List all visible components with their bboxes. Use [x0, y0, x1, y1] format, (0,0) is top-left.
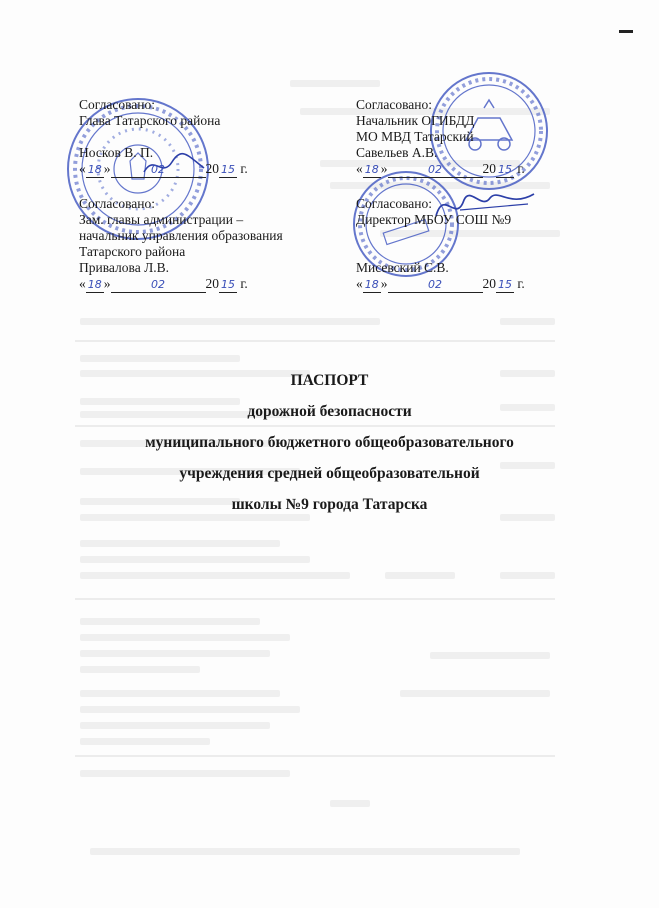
date-month: 02: [388, 278, 483, 293]
scan-mark: [619, 30, 633, 33]
approval-name: Мисевский С.В.: [356, 260, 449, 275]
date-year: 15: [221, 278, 235, 291]
date-day: 18: [364, 278, 379, 291]
approval-name: Носков В. П.: [79, 145, 154, 160]
approval-date: « 18 » 02 20 15 г.: [356, 276, 525, 291]
approval-position: Татарского района: [79, 244, 186, 259]
approval-position: Начальник ОГИБДД: [356, 113, 475, 128]
date-day: 18: [87, 163, 102, 176]
date-year: 15: [221, 163, 235, 176]
approval-date: « 18 » 02 20 15 г.: [79, 276, 248, 291]
approval-right-bottom: [356, 196, 525, 293]
approval-position: начальник управления образования: [79, 228, 283, 243]
approval-left-top: [79, 97, 248, 178]
document-title: ПАСПОРТ: [290, 372, 369, 389]
date-day: 18: [87, 278, 102, 291]
approval-heading: Согласовано:: [79, 97, 155, 112]
date-month: 02: [111, 163, 206, 178]
approval-position: Зам. главы администрации –: [79, 212, 244, 227]
approval-name: Привалова Л.В.: [79, 260, 169, 275]
approval-heading: Согласовано:: [356, 97, 432, 112]
approval-position: Глава Татарского района: [79, 113, 221, 128]
approval-left-bottom: [79, 196, 283, 293]
approval-position: МО МВД Татарский: [356, 129, 474, 144]
approval-date: « 18 » 02 20 15 г.: [356, 161, 525, 176]
date-year: 15: [498, 163, 512, 176]
document-subtitle: учреждения средней общеобразовательной: [179, 465, 480, 482]
date-month: 02: [388, 163, 483, 178]
date-month: 02: [111, 278, 206, 293]
document-subtitle: дорожной безопасности: [247, 403, 412, 420]
approval-right-top: [356, 97, 525, 178]
document-subtitle: школы №9 города Татарска: [231, 496, 428, 513]
approval-heading: Согласовано:: [79, 196, 155, 211]
approval-heading: Согласовано:: [356, 196, 432, 211]
date-year: 15: [498, 278, 512, 291]
approval-position: Директор МБОУ СОШ №9: [356, 212, 512, 227]
document-subtitle: муниципального бюджетного общеобразовательного: [145, 434, 514, 451]
date-day: 18: [364, 163, 379, 176]
approval-name: Савельев А.В.: [356, 145, 438, 160]
approval-date: « 18 » 02 20 15 г.: [79, 161, 248, 176]
